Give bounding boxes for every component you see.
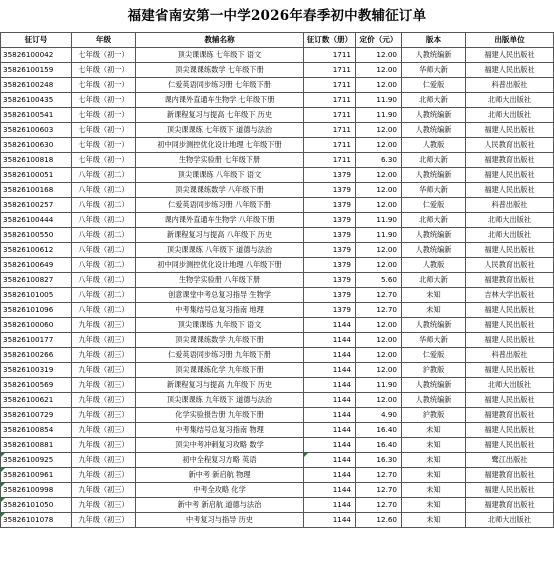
cell-price[interactable]: 11.90 <box>356 378 402 393</box>
cell-grade[interactable]: 八年级（初二） <box>72 213 136 228</box>
header-row <box>1 33 554 48</box>
cell-code[interactable]: 35826101078 <box>1 513 72 528</box>
cell-publisher[interactable]: 福建人民出版社 <box>466 318 554 333</box>
table-row <box>1 348 554 363</box>
cell-grade[interactable]: 八年级（初二） <box>72 258 136 273</box>
cell-publisher[interactable]: 北师大出版社 <box>466 513 554 528</box>
table-row <box>1 243 554 258</box>
cell-price[interactable]: 6.30 <box>356 153 402 168</box>
cell-price[interactable]: 12.00 <box>356 48 402 63</box>
cell-book[interactable]: 新课程复习与提高 九年级下 历史 <box>136 378 304 393</box>
cell-price[interactable]: 12.00 <box>356 393 402 408</box>
table-body <box>1 48 554 528</box>
cell-code[interactable]: 35826100060 <box>1 318 72 333</box>
cell-book[interactable]: 新中考 新启航 物理 <box>136 468 304 483</box>
cell-grade[interactable]: 八年级（初二） <box>72 288 136 303</box>
cell-grade[interactable]: 九年级（初三） <box>72 348 136 363</box>
cell-edition[interactable]: 北师大新 <box>402 213 466 228</box>
cell-count[interactable]: 1379 <box>304 183 356 198</box>
cell-publisher[interactable]: 福建人民出版社 <box>466 363 554 378</box>
table-row <box>1 153 554 168</box>
cell-book[interactable]: 顶尖课课练 八年级下 语文 <box>136 168 304 183</box>
cell-price[interactable]: 12.00 <box>356 333 402 348</box>
cell-grade[interactable]: 七年级（初一） <box>72 123 136 138</box>
cell-count[interactable]: 1711 <box>304 123 356 138</box>
cell-edition[interactable]: 未知 <box>402 438 466 453</box>
cell-grade[interactable]: 九年级（初三） <box>72 498 136 513</box>
cell-book[interactable]: 新课程复习与提高 八年级下 历史 <box>136 228 304 243</box>
cell-code[interactable]: 35826100925 <box>1 453 72 468</box>
cell-grade[interactable]: 九年级（初三） <box>72 363 136 378</box>
cell-book[interactable]: 中考全攻略 化学 <box>136 483 304 498</box>
table-row <box>1 333 554 348</box>
cell-count[interactable]: 1711 <box>304 108 356 123</box>
table-row <box>1 123 554 138</box>
table-row <box>1 273 554 288</box>
cell-book[interactable]: 生物学实验册 七年级下册 <box>136 153 304 168</box>
cell-grade[interactable]: 九年级（初三） <box>72 483 136 498</box>
cell-book[interactable]: 顶尖课课练 八年级下 道德与法治 <box>136 243 304 258</box>
cell-book[interactable]: 中考集结号总复习指南 地理 <box>136 303 304 318</box>
cell-publisher[interactable]: 科普出版社 <box>466 348 554 363</box>
cell-price[interactable]: 16.40 <box>356 438 402 453</box>
col-header-publisher[interactable]: 出版单位 <box>466 33 554 48</box>
cell-publisher[interactable]: 鹭江出版社 <box>466 453 554 468</box>
cell-price[interactable]: 16.30 <box>356 453 402 468</box>
cell-count[interactable]: 1144 <box>304 333 356 348</box>
table-row <box>1 363 554 378</box>
cell-count[interactable]: 1144 <box>304 348 356 363</box>
cell-book[interactable]: 顶尖课课练 九年级下 语文 <box>136 318 304 333</box>
cell-book[interactable]: 创意课堂中考总复习指导 生物学 <box>136 288 304 303</box>
cell-book[interactable]: 仁爱英语同步练习册 八年级下册 <box>136 198 304 213</box>
cell-price[interactable]: 12.00 <box>356 168 402 183</box>
cell-grade[interactable]: 七年级（初一） <box>72 138 136 153</box>
cell-book[interactable]: 仁爱英语同步练习册 九年级下册 <box>136 348 304 363</box>
cell-edition[interactable]: 华师大新 <box>402 63 466 78</box>
cell-price[interactable]: 16.40 <box>356 423 402 438</box>
cell-edition[interactable]: 华师大新 <box>402 333 466 348</box>
cell-edition[interactable]: 人教统编新 <box>402 378 466 393</box>
cell-count[interactable]: 1144 <box>304 408 356 423</box>
cell-count[interactable]: 1711 <box>304 153 356 168</box>
cell-grade[interactable]: 九年级（初三） <box>72 513 136 528</box>
table-row <box>1 318 554 333</box>
cell-price[interactable]: 12.00 <box>356 258 402 273</box>
cell-book[interactable]: 初中同步测控优化设计地理 八年级下册 <box>136 258 304 273</box>
cell-price[interactable]: 12.00 <box>356 183 402 198</box>
cell-grade[interactable]: 九年级（初三） <box>72 468 136 483</box>
cell-count[interactable]: 1144 <box>304 318 356 333</box>
cell-price[interactable]: 12.00 <box>356 123 402 138</box>
cell-publisher[interactable]: 福建教育出版社 <box>466 498 554 513</box>
table-row <box>1 498 554 513</box>
cell-grade[interactable]: 八年级（初二） <box>72 303 136 318</box>
cell-count[interactable]: 1711 <box>304 48 356 63</box>
cell-grade[interactable]: 八年级（初二） <box>72 198 136 213</box>
table-row <box>1 288 554 303</box>
cell-code[interactable]: 35826100729 <box>1 408 72 423</box>
cell-edition[interactable]: 未知 <box>402 468 466 483</box>
cell-edition[interactable]: 北师大新 <box>402 153 466 168</box>
cell-edition[interactable]: 人教统编新 <box>402 318 466 333</box>
cell-code[interactable]: 35826100854 <box>1 423 72 438</box>
cell-count[interactable]: 1144 <box>304 498 356 513</box>
cell-publisher[interactable]: 科普出版社 <box>466 78 554 93</box>
cell-price[interactable]: 11.90 <box>356 228 402 243</box>
cell-count[interactable]: 1711 <box>304 78 356 93</box>
col-header-price[interactable]: 定价（元） <box>356 33 402 48</box>
cell-publisher[interactable]: 福建人民出版社 <box>466 393 554 408</box>
cell-book[interactable]: 初中同步测控优化设计地理 七年级下册 <box>136 138 304 153</box>
cell-price[interactable]: 12.00 <box>356 243 402 258</box>
cell-publisher[interactable]: 福建人民出版社 <box>466 63 554 78</box>
table-row <box>1 138 554 153</box>
cell-count[interactable]: 1144 <box>304 393 356 408</box>
cell-count[interactable]: 1379 <box>304 303 356 318</box>
col-header-count[interactable]: 征订数（册） <box>304 33 356 48</box>
table-row <box>1 423 554 438</box>
cell-publisher[interactable]: 福建教育出版社 <box>466 273 554 288</box>
cell-book[interactable]: 仁爱英语同步练习册 七年级下册 <box>136 78 304 93</box>
cell-price[interactable]: 12.70 <box>356 303 402 318</box>
cell-book[interactable]: 中考集结号总复习指南 物理 <box>136 423 304 438</box>
cell-code[interactable]: 35826100998 <box>1 483 72 498</box>
cell-book[interactable]: 新中考 新启航 道德与法治 <box>136 498 304 513</box>
cell-edition[interactable]: 仁爱版 <box>402 78 466 93</box>
cell-publisher[interactable]: 北师大出版社 <box>466 93 554 108</box>
cell-code[interactable]: 35826100649 <box>1 258 72 273</box>
cell-grade[interactable]: 七年级（初一） <box>72 63 136 78</box>
table-row <box>1 108 554 123</box>
cell-edition[interactable]: 人教版 <box>402 138 466 153</box>
cell-book[interactable]: 新课程复习与提高 七年级下 历史 <box>136 108 304 123</box>
table-row <box>1 213 554 228</box>
cell-edition[interactable]: 未知 <box>402 483 466 498</box>
cell-count[interactable]: 1379 <box>304 213 356 228</box>
cell-price[interactable]: 11.90 <box>356 93 402 108</box>
cell-book[interactable]: 顶尖课课练化学 九年级下册 <box>136 363 304 378</box>
cell-code[interactable]: 35826100257 <box>1 198 72 213</box>
cell-edition[interactable]: 未知 <box>402 513 466 528</box>
cell-count[interactable]: 1144 <box>304 453 356 468</box>
cell-count[interactable]: 1379 <box>304 198 356 213</box>
cell-code[interactable]: 35826100051 <box>1 168 72 183</box>
cell-edition[interactable]: 未知 <box>402 288 466 303</box>
cell-book[interactable]: 顶尖中考冲刺复习攻略 数学 <box>136 438 304 453</box>
cell-edition[interactable]: 仁爱版 <box>402 348 466 363</box>
table-row <box>1 453 554 468</box>
cell-book[interactable]: 顶尖课课练 九年级下 道德与法治 <box>136 393 304 408</box>
cell-price[interactable]: 12.70 <box>356 498 402 513</box>
cell-publisher[interactable]: 北师大出版社 <box>466 378 554 393</box>
table-row <box>1 63 554 78</box>
cell-publisher[interactable]: 北师大出版社 <box>466 108 554 123</box>
cell-book[interactable]: 顶尖课课练 七年级下 语文 <box>136 48 304 63</box>
cell-count[interactable]: 1711 <box>304 93 356 108</box>
table-row <box>1 183 554 198</box>
cell-code[interactable]: 35826100319 <box>1 363 72 378</box>
cell-count[interactable]: 1379 <box>304 168 356 183</box>
cell-count[interactable]: 1144 <box>304 468 356 483</box>
cell-edition[interactable]: 未知 <box>402 303 466 318</box>
cell-edition[interactable]: 未知 <box>402 498 466 513</box>
cell-grade[interactable]: 九年级（初三） <box>72 378 136 393</box>
table-row <box>1 228 554 243</box>
cell-book[interactable]: 顶尖课课练数学 九年级下册 <box>136 333 304 348</box>
col-header-edition[interactable]: 版本 <box>402 33 466 48</box>
cell-edition[interactable]: 仁爱版 <box>402 198 466 213</box>
table-row <box>1 48 554 63</box>
table-row <box>1 168 554 183</box>
cell-price[interactable]: 12.00 <box>356 318 402 333</box>
order-table <box>0 32 554 528</box>
table-row <box>1 93 554 108</box>
cell-edition[interactable]: 北师大新 <box>402 93 466 108</box>
table-row <box>1 78 554 93</box>
cell-grade[interactable]: 九年级（初三） <box>72 438 136 453</box>
cell-code[interactable]: 35826100603 <box>1 123 72 138</box>
cell-code[interactable]: 35826101096 <box>1 303 72 318</box>
cell-publisher[interactable]: 福建人民出版社 <box>466 243 554 258</box>
cell-grade[interactable]: 九年级（初三） <box>72 318 136 333</box>
cell-code[interactable]: 35826100621 <box>1 393 72 408</box>
cell-count[interactable]: 1379 <box>304 288 356 303</box>
table-row <box>1 468 554 483</box>
cell-code[interactable]: 35826100435 <box>1 93 72 108</box>
table-row <box>1 258 554 273</box>
cell-grade[interactable]: 九年级（初三） <box>72 423 136 438</box>
cell-book[interactable]: 顶尖课课练 七年级下 道德与法治 <box>136 123 304 138</box>
cell-publisher[interactable]: 福建教育出版社 <box>466 153 554 168</box>
cell-grade[interactable]: 九年级（初三） <box>72 393 136 408</box>
cell-code[interactable]: 35826100881 <box>1 438 72 453</box>
cell-grade[interactable]: 八年级（初二） <box>72 228 136 243</box>
table-row <box>1 513 554 528</box>
cell-code[interactable]: 35826100630 <box>1 138 72 153</box>
cell-grade[interactable]: 七年级（初一） <box>72 153 136 168</box>
cell-publisher[interactable]: 福建人民出版社 <box>466 48 554 63</box>
cell-grade[interactable]: 七年级（初一） <box>72 48 136 63</box>
cell-price[interactable]: 12.70 <box>356 468 402 483</box>
cell-publisher[interactable]: 福建人民出版社 <box>466 183 554 198</box>
cell-grade[interactable]: 八年级（初二） <box>72 243 136 258</box>
cell-count[interactable]: 1144 <box>304 423 356 438</box>
cell-publisher[interactable]: 福建人民出版社 <box>466 303 554 318</box>
cell-code[interactable]: 35826100266 <box>1 348 72 363</box>
cell-edition[interactable]: 沪教版 <box>402 408 466 423</box>
cell-edition[interactable]: 人教统编新 <box>402 228 466 243</box>
cell-count[interactable]: 1379 <box>304 243 356 258</box>
cell-publisher[interactable]: 福建人民出版社 <box>466 438 554 453</box>
cell-price[interactable]: 12.00 <box>356 63 402 78</box>
cell-count[interactable]: 1379 <box>304 258 356 273</box>
cell-price[interactable]: 12.00 <box>356 348 402 363</box>
cell-book[interactable]: 课内课外直通车生物学 八年级下册 <box>136 213 304 228</box>
col-header-book[interactable]: 教辅名称 <box>136 33 304 48</box>
cell-count[interactable]: 1379 <box>304 273 356 288</box>
cell-book[interactable]: 初中全程复习方略 英语 <box>136 453 304 468</box>
table-row <box>1 303 554 318</box>
cell-publisher[interactable]: 福建人民出版社 <box>466 423 554 438</box>
cell-book[interactable]: 顶尖课课练数学 八年级下册 <box>136 183 304 198</box>
cell-edition[interactable]: 北师大新 <box>402 273 466 288</box>
cell-code[interactable]: 35826100550 <box>1 228 72 243</box>
cell-book[interactable]: 生物学实验册 八年级下册 <box>136 273 304 288</box>
cell-edition[interactable]: 人教版 <box>402 258 466 273</box>
cell-publisher[interactable]: 福建人民出版社 <box>466 483 554 498</box>
cell-publisher[interactable]: 北师大出版社 <box>466 213 554 228</box>
cell-price[interactable]: 11.90 <box>356 213 402 228</box>
sheet-title: 福建省南安第一中学2026年春季初中教辅征订单 <box>127 8 427 24</box>
cell-price[interactable]: 12.00 <box>356 78 402 93</box>
cell-edition[interactable]: 沪教版 <box>402 363 466 378</box>
cell-count[interactable]: 1144 <box>304 378 356 393</box>
cell-edition[interactable]: 人教统编新 <box>402 168 466 183</box>
cell-price[interactable]: 5.60 <box>356 273 402 288</box>
cell-code[interactable]: 35826100961 <box>1 468 72 483</box>
cell-code[interactable]: 35826100168 <box>1 183 72 198</box>
cell-grade[interactable]: 七年级（初一） <box>72 78 136 93</box>
cell-edition[interactable]: 华师大新 <box>402 183 466 198</box>
cell-count[interactable]: 1379 <box>304 228 356 243</box>
cell-code[interactable]: 35826100541 <box>1 108 72 123</box>
cell-count[interactable]: 1711 <box>304 138 356 153</box>
cell-code[interactable]: 35826100248 <box>1 78 72 93</box>
cell-book[interactable]: 顶尖课课练数学 七年级下册 <box>136 63 304 78</box>
cell-price[interactable]: 12.70 <box>356 288 402 303</box>
cell-publisher[interactable]: 福建教育出版社 <box>466 408 554 423</box>
cell-publisher[interactable]: 福建教育出版社 <box>466 468 554 483</box>
cell-edition[interactable]: 未知 <box>402 423 466 438</box>
table-row <box>1 198 554 213</box>
table-row <box>1 408 554 423</box>
cell-price[interactable]: 11.90 <box>356 108 402 123</box>
cell-book[interactable]: 中考复习与指导 历史 <box>136 513 304 528</box>
cell-price[interactable]: 12.00 <box>356 198 402 213</box>
cell-count[interactable]: 1144 <box>304 438 356 453</box>
table-row <box>1 393 554 408</box>
cell-grade[interactable]: 九年级（初三） <box>72 408 136 423</box>
cell-publisher[interactable]: 福建人民出版社 <box>466 333 554 348</box>
cell-publisher[interactable]: 福建人民出版社 <box>466 168 554 183</box>
cell-book[interactable]: 化学实验报告册 九年级下册 <box>136 408 304 423</box>
cell-grade[interactable]: 九年级（初三） <box>72 453 136 468</box>
cell-publisher[interactable]: 吉林大学出版社 <box>466 288 554 303</box>
cell-publisher[interactable]: 福建人民出版社 <box>466 123 554 138</box>
cell-publisher[interactable]: 人民教育出版社 <box>466 258 554 273</box>
col-header-grade[interactable]: 年级 <box>72 33 136 48</box>
cell-count[interactable]: 1144 <box>304 363 356 378</box>
cell-code[interactable]: 35826101050 <box>1 498 72 513</box>
table-row <box>1 438 554 453</box>
cell-code[interactable]: 35826100159 <box>1 63 72 78</box>
cell-code[interactable]: 35826100444 <box>1 213 72 228</box>
cell-grade[interactable]: 八年级（初二） <box>72 183 136 198</box>
cell-publisher[interactable]: 人民教育出版社 <box>466 138 554 153</box>
cell-code[interactable]: 35826100818 <box>1 153 72 168</box>
cell-code[interactable]: 35826100569 <box>1 378 72 393</box>
col-header-code[interactable]: 征订号 <box>1 33 72 48</box>
cell-grade[interactable]: 九年级（初三） <box>72 333 136 348</box>
cell-price[interactable]: 12.00 <box>356 138 402 153</box>
cell-count[interactable]: 1144 <box>304 483 356 498</box>
cell-code[interactable]: 35826100177 <box>1 333 72 348</box>
cell-edition[interactable]: 人教统编新 <box>402 393 466 408</box>
cell-code[interactable]: 35826100612 <box>1 243 72 258</box>
cell-grade[interactable]: 七年级（初一） <box>72 93 136 108</box>
cell-publisher[interactable]: 北师大出版社 <box>466 228 554 243</box>
cell-price[interactable]: 12.70 <box>356 483 402 498</box>
cell-grade[interactable]: 八年级（初二） <box>72 168 136 183</box>
table-row <box>1 378 554 393</box>
cell-grade[interactable]: 八年级（初二） <box>72 273 136 288</box>
cell-count[interactable]: 1144 <box>304 513 356 528</box>
cell-edition[interactable]: 人教统编新 <box>402 123 466 138</box>
cell-edition[interactable]: 未知 <box>402 453 466 468</box>
cell-grade[interactable]: 七年级（初一） <box>72 108 136 123</box>
cell-edition[interactable]: 人教统编新 <box>402 108 466 123</box>
cell-code[interactable]: 35826100042 <box>1 48 72 63</box>
cell-price[interactable]: 12.60 <box>356 513 402 528</box>
table-row <box>1 483 554 498</box>
cell-code[interactable]: 35826100827 <box>1 273 72 288</box>
cell-price[interactable]: 4.90 <box>356 408 402 423</box>
cell-publisher[interactable]: 科普出版社 <box>466 198 554 213</box>
cell-code[interactable]: 35826101005 <box>1 288 72 303</box>
cell-edition[interactable]: 人教统编新 <box>402 243 466 258</box>
cell-count[interactable]: 1711 <box>304 63 356 78</box>
cell-book[interactable]: 课内课外直通车生物学 七年级下册 <box>136 93 304 108</box>
cell-price[interactable]: 12.00 <box>356 363 402 378</box>
cell-edition[interactable]: 人教统编新 <box>402 48 466 63</box>
